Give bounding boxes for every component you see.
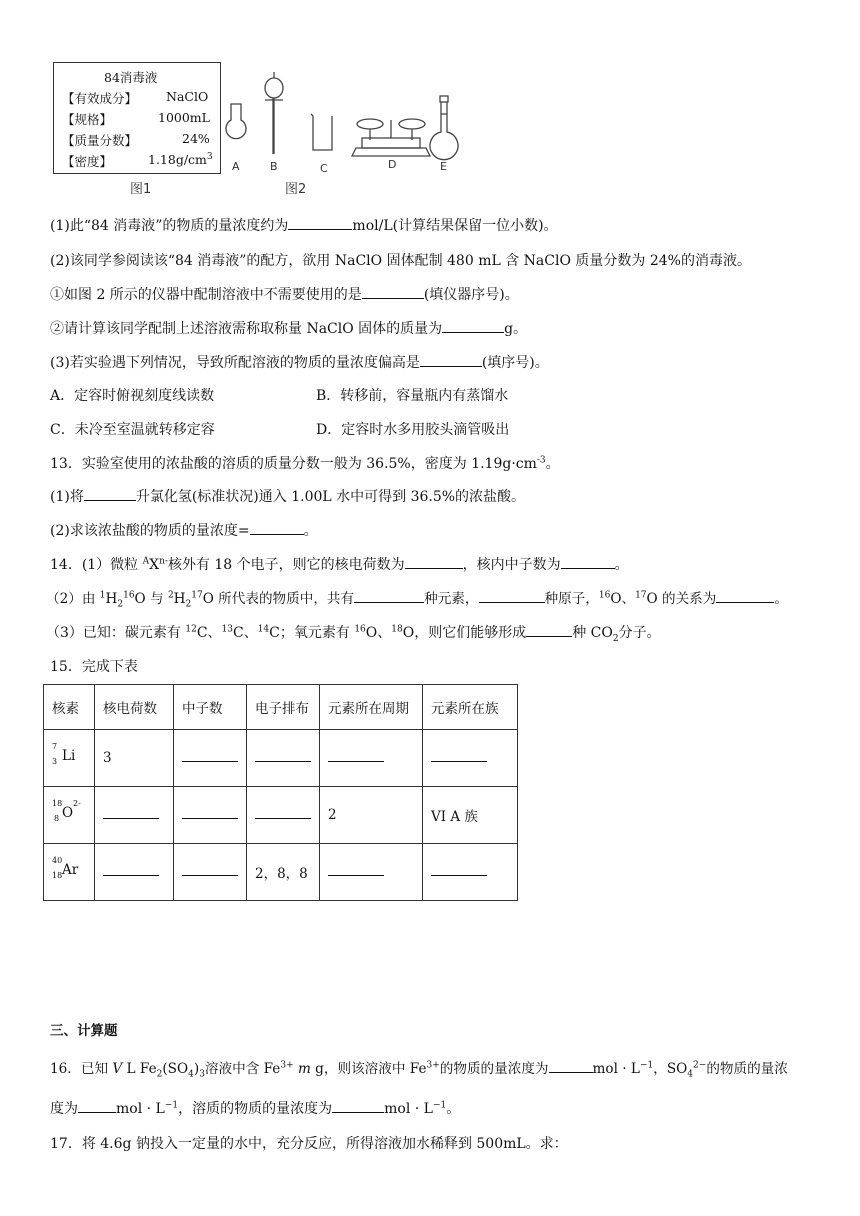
table-cell[interactable] [423, 844, 518, 901]
answer-blank[interactable] [442, 320, 504, 333]
answer-blank[interactable] [405, 556, 463, 569]
answer-blank[interactable] [250, 522, 304, 535]
q12-part2: (2)该同学参阅读该“84 消毒液”的配方，欲用 NaClO 固体配制 480 mL 含 NaClO 质量分数为 24%的消毒液。 [50, 253, 751, 269]
answer-blank[interactable] [288, 217, 352, 230]
answer-blank[interactable] [420, 354, 482, 367]
label-row-label: 【质量分数】 [62, 133, 138, 148]
table-header: 元素所在周期 [320, 685, 423, 730]
q13-part1: (1)将 升氯化氢(标准状况)通入 1.00L 水中可得到 36.5%的浓盐酸。 [50, 489, 526, 505]
q12-part1: (1)此“84 消毒液”的物质的量浓度约为 mol/L(计算结果保留一位小数)。 [50, 218, 558, 234]
figure1-caption: 图1 [130, 182, 152, 197]
table-header: 电子排布 [247, 685, 320, 730]
apparatus-figure [222, 72, 472, 172]
nuclide-cell: 7 3 Li [44, 730, 95, 787]
table-cell[interactable] [95, 844, 174, 901]
label-row-label: 【有效成分】 [62, 91, 138, 106]
q12-part3: (3)若实验遇下列情况，导致所配溶液的物质的量浓度偏高是 (填序号)。 [50, 355, 549, 371]
table-cell[interactable] [95, 787, 174, 844]
table-row [44, 787, 518, 844]
label-box [53, 62, 221, 174]
table-cell[interactable] [320, 730, 423, 787]
q12-part2-1: ①如图 2 所示的仪器中配制溶液中不需要使用的是 (填仪器序号)。 [50, 287, 519, 303]
q12-option-d: D．定容时水多用胶头滴管吸出 [316, 422, 510, 438]
answer-blank[interactable] [354, 590, 424, 603]
apparatus-label: A [232, 160, 240, 173]
table-row [44, 844, 518, 901]
table-cell: 2 [320, 787, 423, 844]
q14-part2: （2）由 $^1H_2^{16}O$ 与 $^2H_2^{17}O$ 所代表的物质中，共有 种元素， 种原子，$^{16}$O、$^{17}$O 的关系为 。 [46, 590, 788, 610]
table-row [44, 730, 518, 787]
table-cell[interactable] [320, 844, 423, 901]
label-row-label: 【规格】 [62, 112, 113, 127]
table-cell[interactable] [247, 730, 320, 787]
answer-blank[interactable] [332, 1100, 384, 1113]
label-row-value: NaClO [166, 89, 209, 104]
balance-icon [352, 119, 430, 156]
label-title: 84消毒液 [104, 70, 158, 85]
table-cell: 3 [95, 730, 174, 787]
table-header: 核电荷数 [95, 685, 174, 730]
q12-option-a: A．定容时俯视刻度线读数 [50, 388, 215, 404]
answer-blank[interactable] [479, 590, 545, 603]
table-header: 核素 [44, 685, 95, 730]
table-cell: 2，8，8 [247, 844, 320, 901]
apparatus-label: E [440, 160, 447, 173]
table-cell[interactable] [174, 730, 247, 787]
beaker-icon [311, 114, 332, 150]
q14-part3: （3）已知：碳元素有 $^{12}$C、$^{13}$C、$^{14}$C；氧元素有 $^{16}$O、$^{18}$O，则它们能够形成 种 $CO_2$分子。 [46, 624, 661, 644]
table-cell[interactable] [423, 730, 518, 787]
round-flask-icon [226, 104, 246, 139]
q17-stem: 17．将 4.6g 钠投入一定量的水中，充分反应，所得溶液加水稀释到 500mL。求： [50, 1136, 568, 1152]
q16-line2: 度为 mol · $L^{-1}$，溶质的物质的量浓度为 mol · $L^{-1}$。 [50, 1100, 461, 1117]
q13-part2: (2)求该浓盐酸的物质的量浓度= 。 [50, 523, 318, 539]
q12-part2-2: ②请计算该同学配制上述溶液需称取称量 NaClO 固体的质量为 g。 [50, 321, 528, 337]
label-row-label: 【密度】 [62, 154, 113, 169]
answer-blank[interactable] [716, 590, 774, 603]
table-cell[interactable] [247, 787, 320, 844]
answer-blank[interactable] [549, 1060, 593, 1073]
q12-option-c: C．未冷至室温就转移定容 [50, 422, 215, 438]
label-row-value: 1000mL [158, 110, 210, 125]
section-title: 三、计算题 [50, 1023, 118, 1039]
answer-blank[interactable] [526, 624, 572, 637]
nuclide-cell: 40 18 Ar [44, 844, 95, 901]
q14-part1: 14．(1）微粒 $^AX^{n-}$核外有 18 个电子，则它的核电荷数为 ，核内中子数为 。 [50, 556, 629, 573]
q13-stem: 13．实验室使用的浓盐酸的溶质的质量分数一般为 36.5%，密度为 $1.19g\cdot cm^{-3}$。 [50, 455, 560, 472]
volumetric-flask-icon [430, 96, 458, 160]
apparatus-label: D [388, 158, 397, 171]
answer-blank[interactable] [78, 1100, 116, 1113]
q16-line1: 16．已知 V L $Fe_2(SO_4)_3$溶液中含 $Fe^{3+}$ m g，则该溶液中 $Fe^{3+}$的物质的量浓度为 mol · $L^{-1}$，$SO_4^{2-}$的物质的量浓 [50, 1060, 788, 1080]
table-header: 元素所在族 [423, 685, 518, 730]
nuclide-cell: 18 8 O 2- [44, 787, 95, 844]
table-header: 中子数 [174, 685, 247, 730]
label-row-value: $1.18g/cm^3$ [148, 151, 213, 167]
apparatus-label: B [270, 160, 278, 173]
figure2-caption: 图2 [285, 182, 307, 197]
table-cell[interactable] [174, 844, 247, 901]
q12-option-b: B．转移前，容量瓶内有蒸馏水 [316, 388, 509, 404]
apparatus-label: C [320, 162, 328, 175]
label-row-value: 24% [182, 131, 210, 146]
separatory-funnel-icon [265, 72, 283, 154]
answer-blank[interactable] [84, 488, 136, 501]
answer-blank[interactable] [362, 286, 424, 299]
nuclide-table [43, 684, 518, 901]
answer-blank[interactable] [561, 556, 615, 569]
table-header-row [44, 685, 518, 730]
table-cell: VI A 族 [423, 787, 518, 844]
table-cell[interactable] [174, 787, 247, 844]
q15-stem: 15．完成下表 [50, 659, 138, 675]
